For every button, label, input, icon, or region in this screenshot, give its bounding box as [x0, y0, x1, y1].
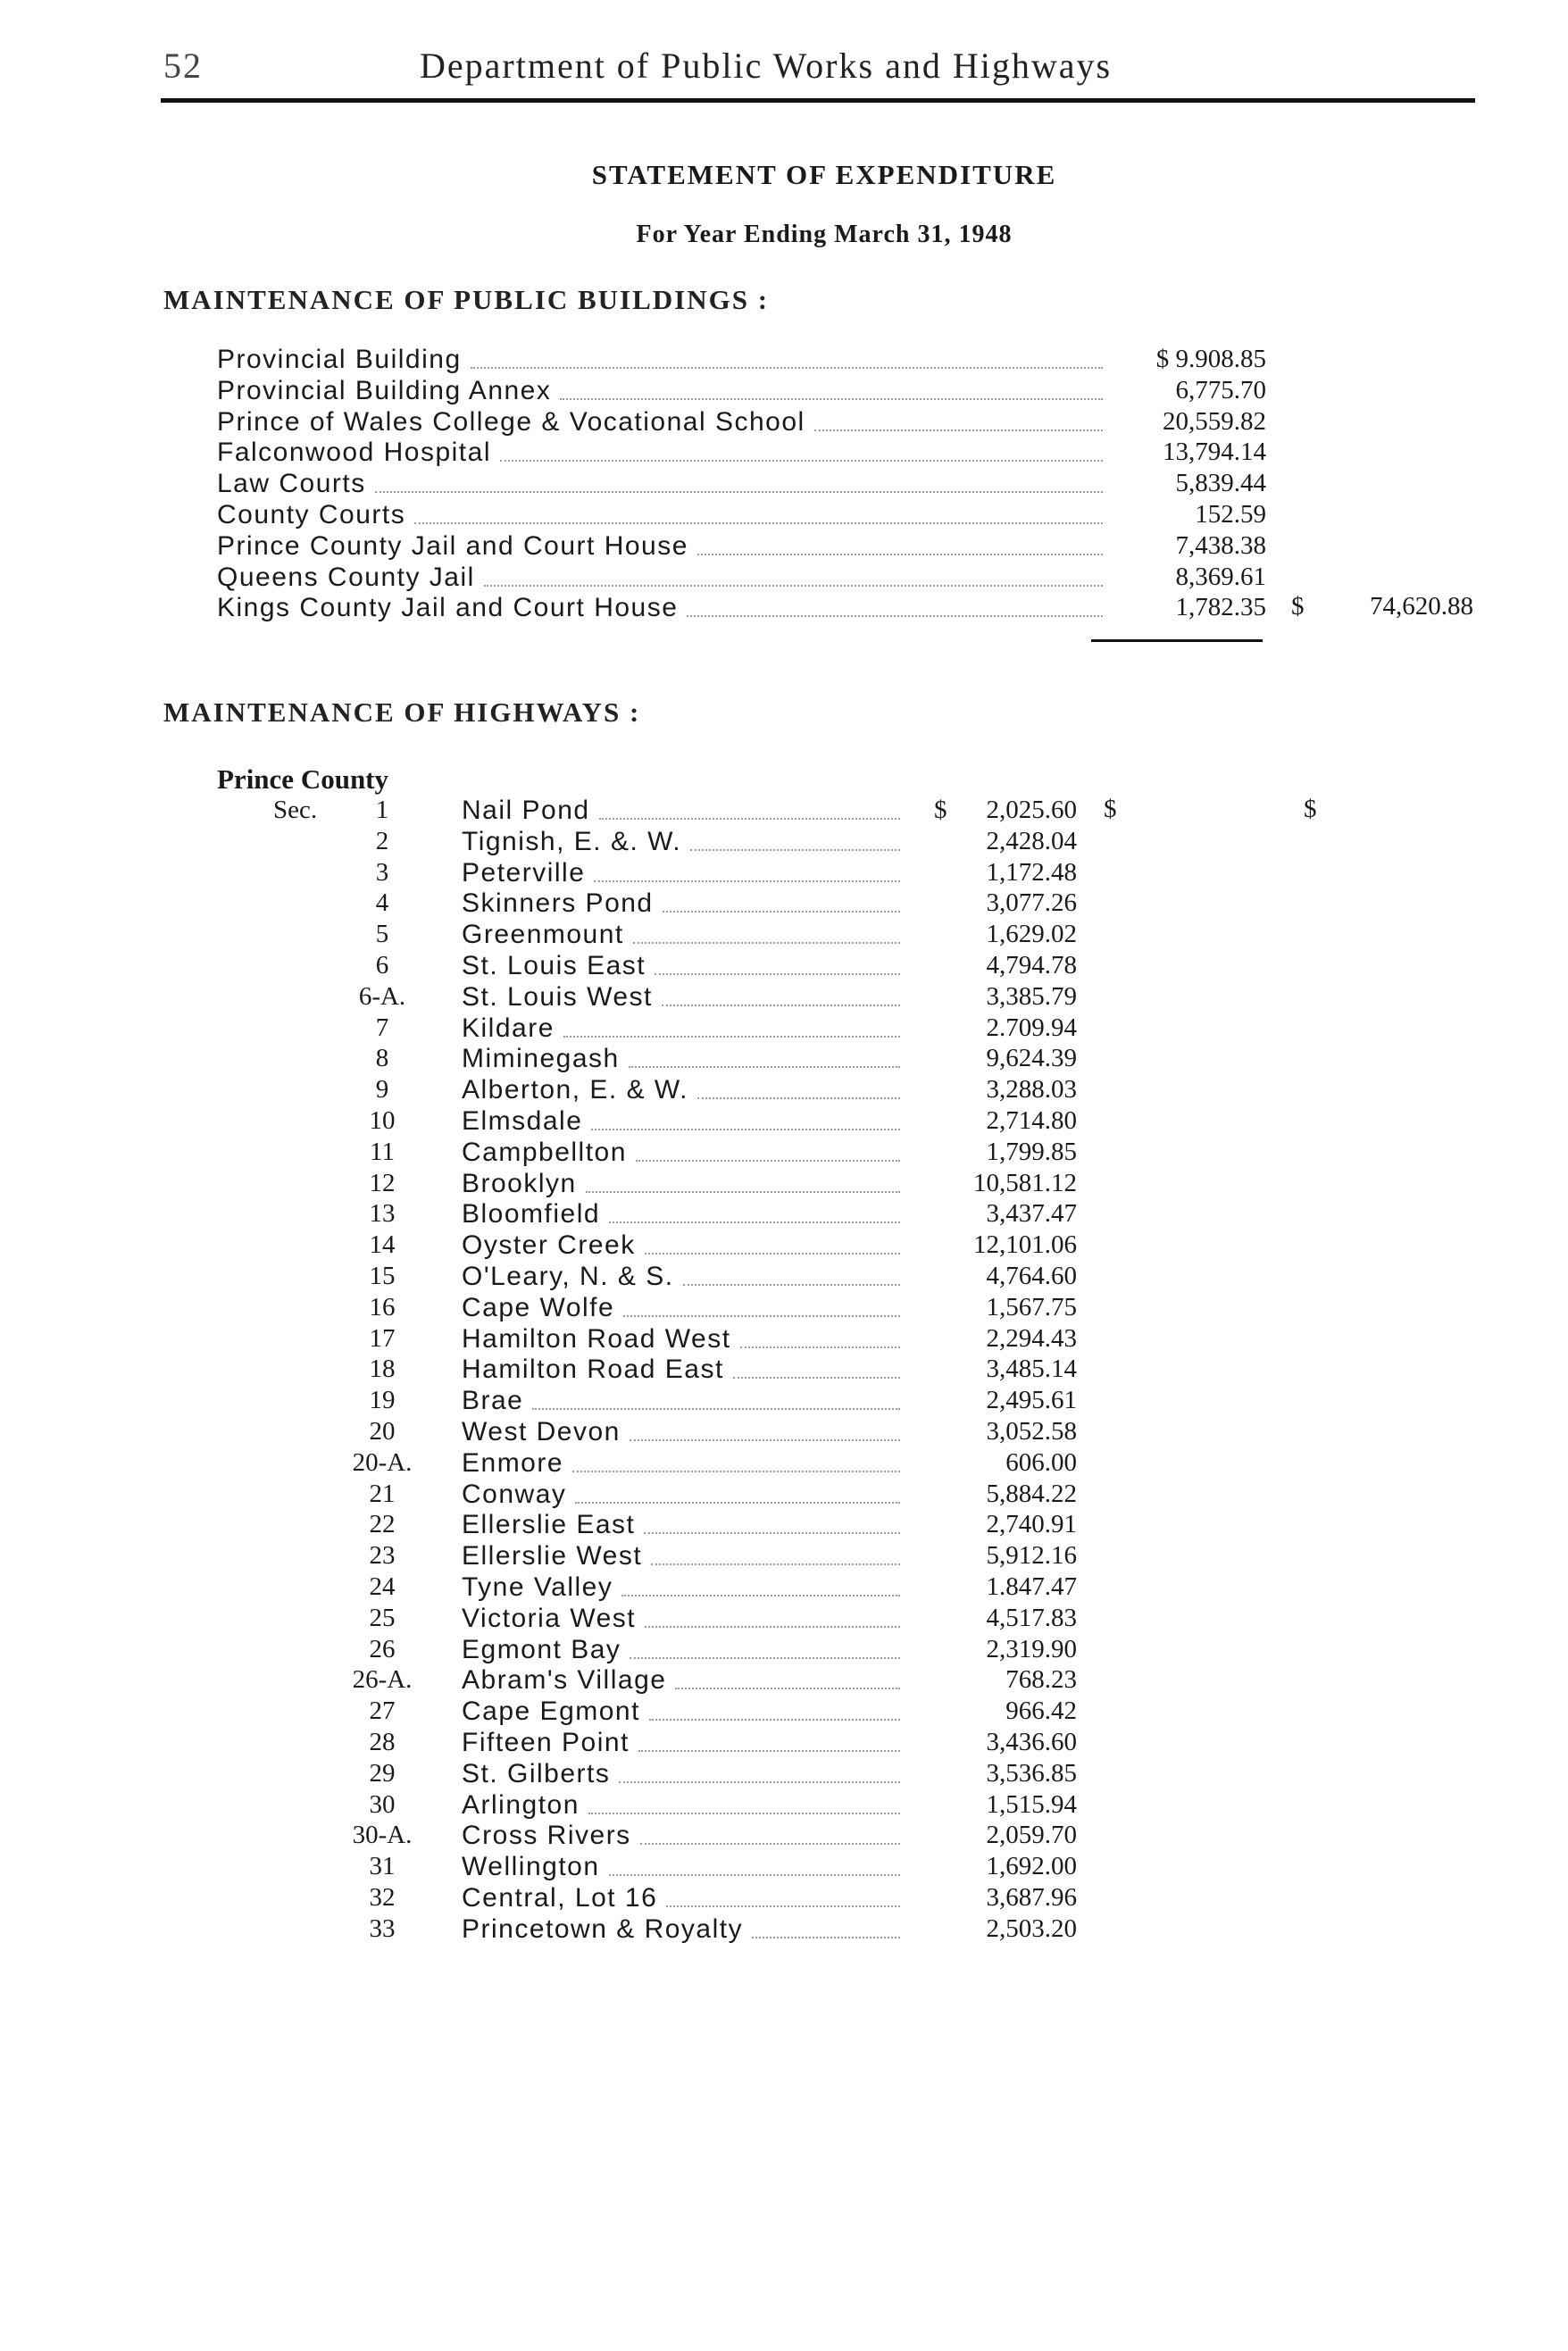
building-amount: 7,438.38 [1175, 531, 1266, 560]
leader-dots [609, 1874, 900, 1876]
building-name: County Courts [217, 500, 406, 529]
section-amount: 2,294.43 [986, 1324, 1077, 1353]
building-row [0, 437, 1568, 468]
table-row [0, 1198, 1568, 1230]
section-amount: 2,714.80 [986, 1106, 1077, 1135]
buildings-total-currency: $ [1291, 592, 1305, 621]
building-amount: 152.59 [1195, 500, 1266, 529]
building-name: Provincial Building Annex [217, 376, 552, 405]
leader-dots [638, 1750, 900, 1752]
building-name: Prince of Wales College & Vocational School [217, 407, 805, 437]
section-amount: 2,059.70 [986, 1821, 1077, 1849]
section-name: Brae [462, 1386, 524, 1415]
building-name: Kings County Jail and Court House [217, 593, 679, 622]
statement-subtitle: For Year Ending March 31, 1948 [636, 221, 1013, 248]
table-row [0, 1572, 1568, 1603]
section-number: 6-A. [358, 982, 406, 1011]
section-number: 26-A. [352, 1665, 413, 1694]
table-row [0, 1727, 1568, 1758]
section-number: 33 [369, 1914, 396, 1943]
section-name: Cape Egmont [462, 1697, 640, 1726]
section-number: 31 [369, 1852, 396, 1880]
building-amount: 1,782.35 [1175, 593, 1266, 621]
section-number: 20 [369, 1417, 396, 1446]
section-number: 21 [369, 1480, 396, 1508]
section-name: Miminegash [462, 1044, 620, 1073]
leader-dots [629, 1066, 900, 1068]
section-amount: 9,624.39 [986, 1044, 1077, 1072]
section-amount: 12,101.06 [973, 1230, 1077, 1259]
section-number: 7 [375, 1013, 389, 1042]
section-name: Tignish, E. &. W. [462, 827, 682, 856]
section-number: 15 [369, 1262, 396, 1290]
section-amount: 10,581.12 [973, 1169, 1077, 1197]
leader-dots [651, 1563, 900, 1565]
section-number: 20-A. [352, 1448, 413, 1477]
table-row [0, 1137, 1568, 1168]
leader-dots [645, 1253, 900, 1255]
building-name: Provincial Building [217, 345, 462, 374]
leader-dots [621, 1595, 900, 1597]
section-amount: 768.23 [1005, 1665, 1077, 1694]
section-number: 11 [370, 1138, 395, 1166]
leader-dots [630, 1439, 900, 1441]
table-row [0, 919, 1568, 950]
table-row [0, 1913, 1568, 1945]
table-row [0, 857, 1568, 888]
leader-dots [599, 818, 900, 820]
section-number: 27 [369, 1697, 396, 1725]
section-amount: 1,799.85 [986, 1138, 1077, 1166]
building-name: Falconwood Hospital [217, 438, 491, 467]
building-amount: $ 9.908.85 [1155, 345, 1266, 373]
table-row [0, 1758, 1568, 1789]
leader-dots [697, 1097, 900, 1099]
buildings-subtotal-rule [1091, 639, 1263, 642]
table-row [0, 1013, 1568, 1044]
building-amount: 8,369.61 [1175, 563, 1266, 591]
building-row [0, 375, 1568, 406]
leader-dots [594, 880, 900, 882]
section-number: 25 [369, 1604, 396, 1632]
section-amount: 966.42 [1005, 1697, 1077, 1725]
section-number: 30-A. [352, 1821, 413, 1849]
section-number: 6 [375, 951, 389, 980]
section-name: Conway [462, 1480, 567, 1509]
leader-dots [697, 554, 1103, 555]
section-amount: 3,687.96 [986, 1883, 1077, 1912]
section-name: Cape Wolfe [462, 1293, 615, 1322]
section-number: 13 [369, 1199, 396, 1228]
section-name: Peterville [462, 858, 586, 888]
section-number: 3 [375, 858, 389, 887]
leader-dots [655, 973, 900, 975]
building-amount: 20,559.82 [1163, 407, 1266, 436]
section-name: Abram's Village [462, 1665, 667, 1695]
table-row [0, 950, 1568, 981]
section-amount: 5,884.22 [986, 1480, 1077, 1508]
section-name: Kildare [462, 1013, 555, 1043]
section-name: Hamilton Road West [462, 1324, 731, 1354]
statement-title: STATEMENT OF EXPENDITURE [591, 159, 1057, 190]
section-number: 28 [369, 1728, 396, 1756]
section-name: Central, Lot 16 [462, 1883, 658, 1913]
table-row [0, 888, 1568, 919]
section-name: Egmont Bay [462, 1635, 621, 1664]
table-row [0, 826, 1568, 857]
section-name: Bloomfield [462, 1199, 601, 1229]
section-number: 30 [369, 1790, 396, 1819]
section-amount: 3,288.03 [986, 1075, 1077, 1104]
leader-dots [666, 1905, 900, 1907]
leader-dots [752, 1937, 900, 1938]
leader-dots [630, 1657, 900, 1659]
table-row [0, 1540, 1568, 1572]
section-amount: 1,172.48 [986, 858, 1077, 887]
section-number: 14 [369, 1230, 396, 1259]
building-row [0, 592, 1568, 623]
section-amount: 3,077.26 [986, 888, 1077, 917]
section-number: 29 [369, 1759, 396, 1788]
section-number: 10 [369, 1106, 396, 1135]
section-number: 1 [375, 796, 389, 824]
table-row [0, 1416, 1568, 1447]
section-name: Oyster Creek [462, 1230, 636, 1260]
section-number: 24 [369, 1572, 396, 1601]
section-number: 19 [369, 1386, 396, 1414]
section-amount: 2,740.91 [986, 1510, 1077, 1538]
column3-currency: $ [1304, 795, 1317, 823]
leader-dots [640, 1843, 900, 1845]
section-name: Tyne Valley [462, 1572, 613, 1602]
section-number: 4 [375, 888, 389, 917]
county-heading: Prince County [217, 763, 389, 795]
section-amount: 2,319.90 [986, 1635, 1077, 1663]
table-row [0, 1385, 1568, 1416]
building-amount: 6,775.70 [1175, 376, 1266, 404]
building-name: Queens County Jail [217, 563, 475, 592]
section-number: 16 [369, 1293, 396, 1321]
table-row [0, 1509, 1568, 1540]
section-number: 23 [369, 1541, 396, 1570]
leader-dots [619, 1781, 900, 1783]
section-amount: 1,692.00 [986, 1852, 1077, 1880]
leader-dots [636, 1160, 900, 1162]
section-name: Enmore [462, 1448, 564, 1478]
leader-dots [588, 1813, 900, 1814]
leader-dots [644, 1532, 900, 1534]
section-name: Fifteen Point [462, 1728, 630, 1757]
section-amount: 5,912.16 [986, 1541, 1077, 1570]
column2-currency: $ [1104, 795, 1117, 823]
section-amount: 2,503.20 [986, 1914, 1077, 1943]
table-row [0, 1479, 1568, 1510]
table-row [0, 1168, 1568, 1199]
table-row [0, 1043, 1568, 1074]
leader-dots [500, 460, 1103, 462]
leader-dots [649, 1719, 900, 1721]
section-amount: 1,515.94 [986, 1790, 1077, 1819]
section-name: West Devon [462, 1417, 621, 1446]
leader-dots [591, 1129, 900, 1130]
table-row [0, 1851, 1568, 1882]
leader-dots [633, 942, 900, 944]
section-currency: $ [934, 796, 947, 824]
section-number: 5 [375, 920, 389, 948]
section-amount: 4,517.83 [986, 1604, 1077, 1632]
section-amount: 606.00 [1005, 1448, 1077, 1477]
section-name: Arlington [462, 1790, 580, 1820]
table-row [0, 1789, 1568, 1821]
table-row [0, 981, 1568, 1013]
section-amount: 1,567.75 [986, 1293, 1077, 1321]
section-number: 18 [369, 1355, 396, 1383]
building-name: Prince County Jail and Court House [217, 531, 688, 561]
building-row [0, 406, 1568, 438]
section-number: 2 [375, 827, 389, 855]
section-amount: 3,485.14 [986, 1355, 1077, 1383]
leader-dots [740, 1346, 900, 1348]
section-number: 8 [375, 1044, 389, 1072]
section-name: Elmsdale [462, 1106, 583, 1136]
table-row [0, 1105, 1568, 1137]
section-number: 9 [375, 1075, 389, 1104]
section-name: Brooklyn [462, 1169, 577, 1198]
table-row [0, 1634, 1568, 1665]
section-name: St. Louis West [462, 982, 653, 1012]
building-row [0, 562, 1568, 593]
section-name: Cross Rivers [462, 1821, 631, 1850]
building-amount: 13,794.14 [1163, 438, 1266, 466]
leader-dots [733, 1377, 900, 1379]
table-row [0, 1820, 1568, 1851]
section-number: 32 [369, 1883, 396, 1912]
section-name: Ellerslie West [462, 1541, 643, 1571]
leader-dots [484, 585, 1103, 587]
section-amount: 1,629.02 [986, 920, 1077, 948]
section-amount: 3,536.85 [986, 1759, 1077, 1788]
leader-dots [532, 1408, 900, 1410]
leader-dots [471, 367, 1103, 369]
page-number: 52 [163, 46, 203, 86]
section-name: Skinners Pond [462, 888, 654, 918]
section-amount: 2,025.60 [986, 796, 1077, 824]
table-row [0, 1292, 1568, 1323]
leader-dots [375, 491, 1103, 493]
table-row [0, 795, 1568, 826]
table-row [0, 1230, 1568, 1261]
section-number: 12 [369, 1169, 396, 1197]
section-amount: 4,794.78 [986, 951, 1077, 980]
section-amount: 3,436.60 [986, 1728, 1077, 1756]
leader-dots [560, 398, 1103, 400]
building-name: Law Courts [217, 469, 366, 498]
leader-dots [662, 1005, 900, 1006]
public-buildings-heading: MAINTENANCE OF PUBLIC BUILDINGS : [163, 284, 770, 315]
table-row [0, 1664, 1568, 1696]
table-row [0, 1696, 1568, 1727]
section-number: 26 [369, 1635, 396, 1663]
building-row [0, 499, 1568, 530]
section-name: Alberton, E. & W. [462, 1075, 688, 1105]
section-name: St. Gilberts [462, 1759, 611, 1788]
section-name: Victoria West [462, 1604, 637, 1633]
buildings-total: 74,620.88 [1370, 592, 1473, 621]
section-amount: 2.709.94 [986, 1013, 1077, 1042]
leader-dots [586, 1191, 900, 1193]
table-row [0, 1323, 1568, 1355]
section-number: 17 [369, 1324, 396, 1353]
section-amount: 2,428.04 [986, 827, 1077, 855]
leader-dots [414, 522, 1103, 524]
leader-dots [675, 1688, 900, 1689]
section-number: 22 [369, 1510, 396, 1538]
table-row [0, 1447, 1568, 1479]
header-rule [161, 98, 1475, 103]
leader-dots [683, 1284, 900, 1286]
table-row [0, 1882, 1568, 1913]
leader-dots [572, 1471, 900, 1472]
building-amount: 5,839.44 [1175, 469, 1266, 497]
leader-dots [645, 1626, 900, 1628]
table-row [0, 1354, 1568, 1385]
running-title: Department of Public Works and Highways [420, 46, 1113, 86]
table-row [0, 1074, 1568, 1105]
section-name: Ellerslie East [462, 1510, 636, 1539]
section-name: Hamilton Road East [462, 1355, 724, 1384]
highways-heading: MAINTENANCE OF HIGHWAYS : [163, 696, 641, 728]
section-amount: 1.847.47 [986, 1572, 1077, 1601]
leader-dots [663, 911, 900, 913]
section-amount: 3,385.79 [986, 982, 1077, 1011]
section-name: Campbellton [462, 1138, 627, 1167]
leader-dots [690, 849, 900, 851]
section-name: Greenmount [462, 920, 624, 949]
sec-label: Sec. [273, 796, 318, 824]
section-amount: 3,437.47 [986, 1199, 1077, 1228]
leader-dots [687, 615, 1103, 617]
leader-dots [563, 1036, 900, 1038]
section-name: Nail Pond [462, 796, 590, 825]
building-row [0, 344, 1568, 375]
leader-dots [623, 1315, 900, 1317]
section-amount: 3,052.58 [986, 1417, 1077, 1446]
section-amount: 2,495.61 [986, 1386, 1077, 1414]
building-row [0, 468, 1568, 499]
building-row [0, 530, 1568, 562]
section-name: Princetown & Royalty [462, 1914, 744, 1944]
leader-dots [814, 429, 1103, 431]
table-row [0, 1261, 1568, 1292]
section-amount: 4,764.60 [986, 1262, 1077, 1290]
leader-dots [575, 1502, 900, 1504]
table-row [0, 1603, 1568, 1634]
leader-dots [609, 1221, 900, 1223]
section-name: O'Leary, N. & S. [462, 1262, 674, 1291]
section-name: St. Louis East [462, 951, 646, 980]
section-name: Wellington [462, 1852, 600, 1881]
